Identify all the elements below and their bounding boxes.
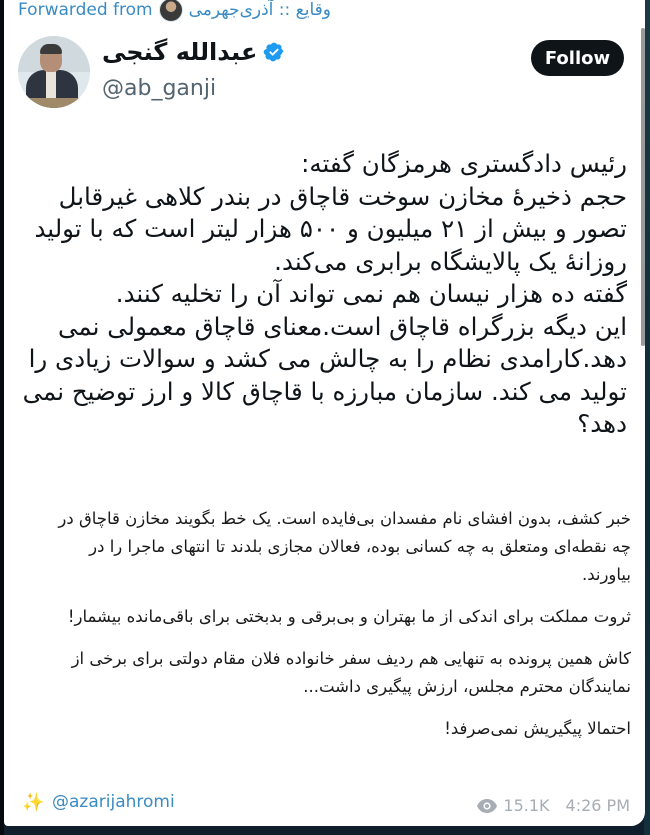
caption-paragraph: [16, 715, 631, 743]
caption-paragraph: [16, 603, 631, 631]
forwarded-label: Forwarded from: [18, 0, 153, 20]
forwarded-channel-name[interactable]: وقایع :: آذری‌جهرمی: [188, 0, 331, 20]
tweet-text: [22, 148, 627, 441]
tweet-line: روزانۀ یک پالایشگاه برابری می‌کند.: [274, 246, 627, 276]
channel-mention-link[interactable]: @azarijahromi: [52, 792, 175, 812]
view-count: 15.1K: [503, 796, 550, 815]
caption-line: احتمالا پیگیریش نمی‌صرفد!: [444, 719, 631, 738]
eye-icon: [477, 799, 497, 813]
caption-line: بیاورند.: [581, 565, 631, 584]
verified-badge-icon: [263, 41, 285, 63]
tweet-line: دهد.کارامدی نظام را به چالش می کشد و سوالات زیادی را: [28, 344, 627, 373]
caption-paragraph: [16, 505, 631, 589]
caption-line: نمایندگان محترم مجلس، ارزش پیگیری داشت...: [303, 677, 631, 696]
message-bubble: [4, 0, 645, 826]
follow-button[interactable]: Follow: [531, 40, 624, 76]
author-name-row: [102, 38, 285, 66]
author-avatar[interactable]: [18, 36, 90, 108]
tweet-line: گفته ده هزار نیسان هم نمی تواند آن را تخلیه کنند.: [115, 279, 627, 308]
tweet-line: دهد؟: [577, 409, 627, 438]
tweet-line: حجم ذخیرۀ مخازن سوخت قاچاق در بندر کلاهی غیرقابل: [58, 181, 627, 211]
author-handle[interactable]: @ab_ganji: [102, 76, 217, 101]
tweet-header: [18, 36, 638, 116]
tweet-line: رئیس دادگستری هرمزگان گفته:: [301, 149, 627, 178]
caption-line: چه نقطه‌ای ومتعلق به چه کسانی بوده، فعالان مجازی بلدند تا انتهای ماجرا را در: [89, 537, 631, 556]
tweet-line: این دیگه بزرگراه قاچاق است.معنای قاچاق معمولی نمی: [58, 311, 627, 341]
caption-line: خبر کشف، بدون افشای نام مفسدان بی‌فایده است. یک خط بگویند مخازن قاچاق در: [58, 509, 631, 528]
caption-line: کاش همین پرونده به تنهایی هم ردیف سفر خانواده فلان مقام دولتی برای برخی از: [71, 649, 631, 668]
image-scrollbar[interactable]: [641, 28, 645, 346]
author-display-name[interactable]: عبدالله گنجی: [102, 38, 258, 66]
sparkle-icon: ✨: [22, 792, 45, 813]
message-meta: [477, 796, 630, 815]
tweet-line: تصور و بیش از ۲۱ میلیون و ۵۰۰ هزار لیتر است که با تولید: [34, 214, 627, 243]
tweet-line: تولید می کند. سازمان مبارزه با قاچاق کالا و ارز توضیح نمی: [22, 376, 627, 406]
forwarded-header[interactable]: [18, 0, 331, 22]
caption-paragraph: [16, 645, 631, 701]
caption-line: ثروت مملکت برای اندکی از ما بهتران و بی‌برقی و بدبختی برای باقی‌مانده بیشمار!: [67, 607, 631, 626]
forwarded-channel-avatar[interactable]: [159, 0, 183, 22]
message-footer: [18, 792, 638, 818]
message-time: 4:26 PM: [565, 796, 630, 815]
message-caption: [16, 505, 631, 757]
